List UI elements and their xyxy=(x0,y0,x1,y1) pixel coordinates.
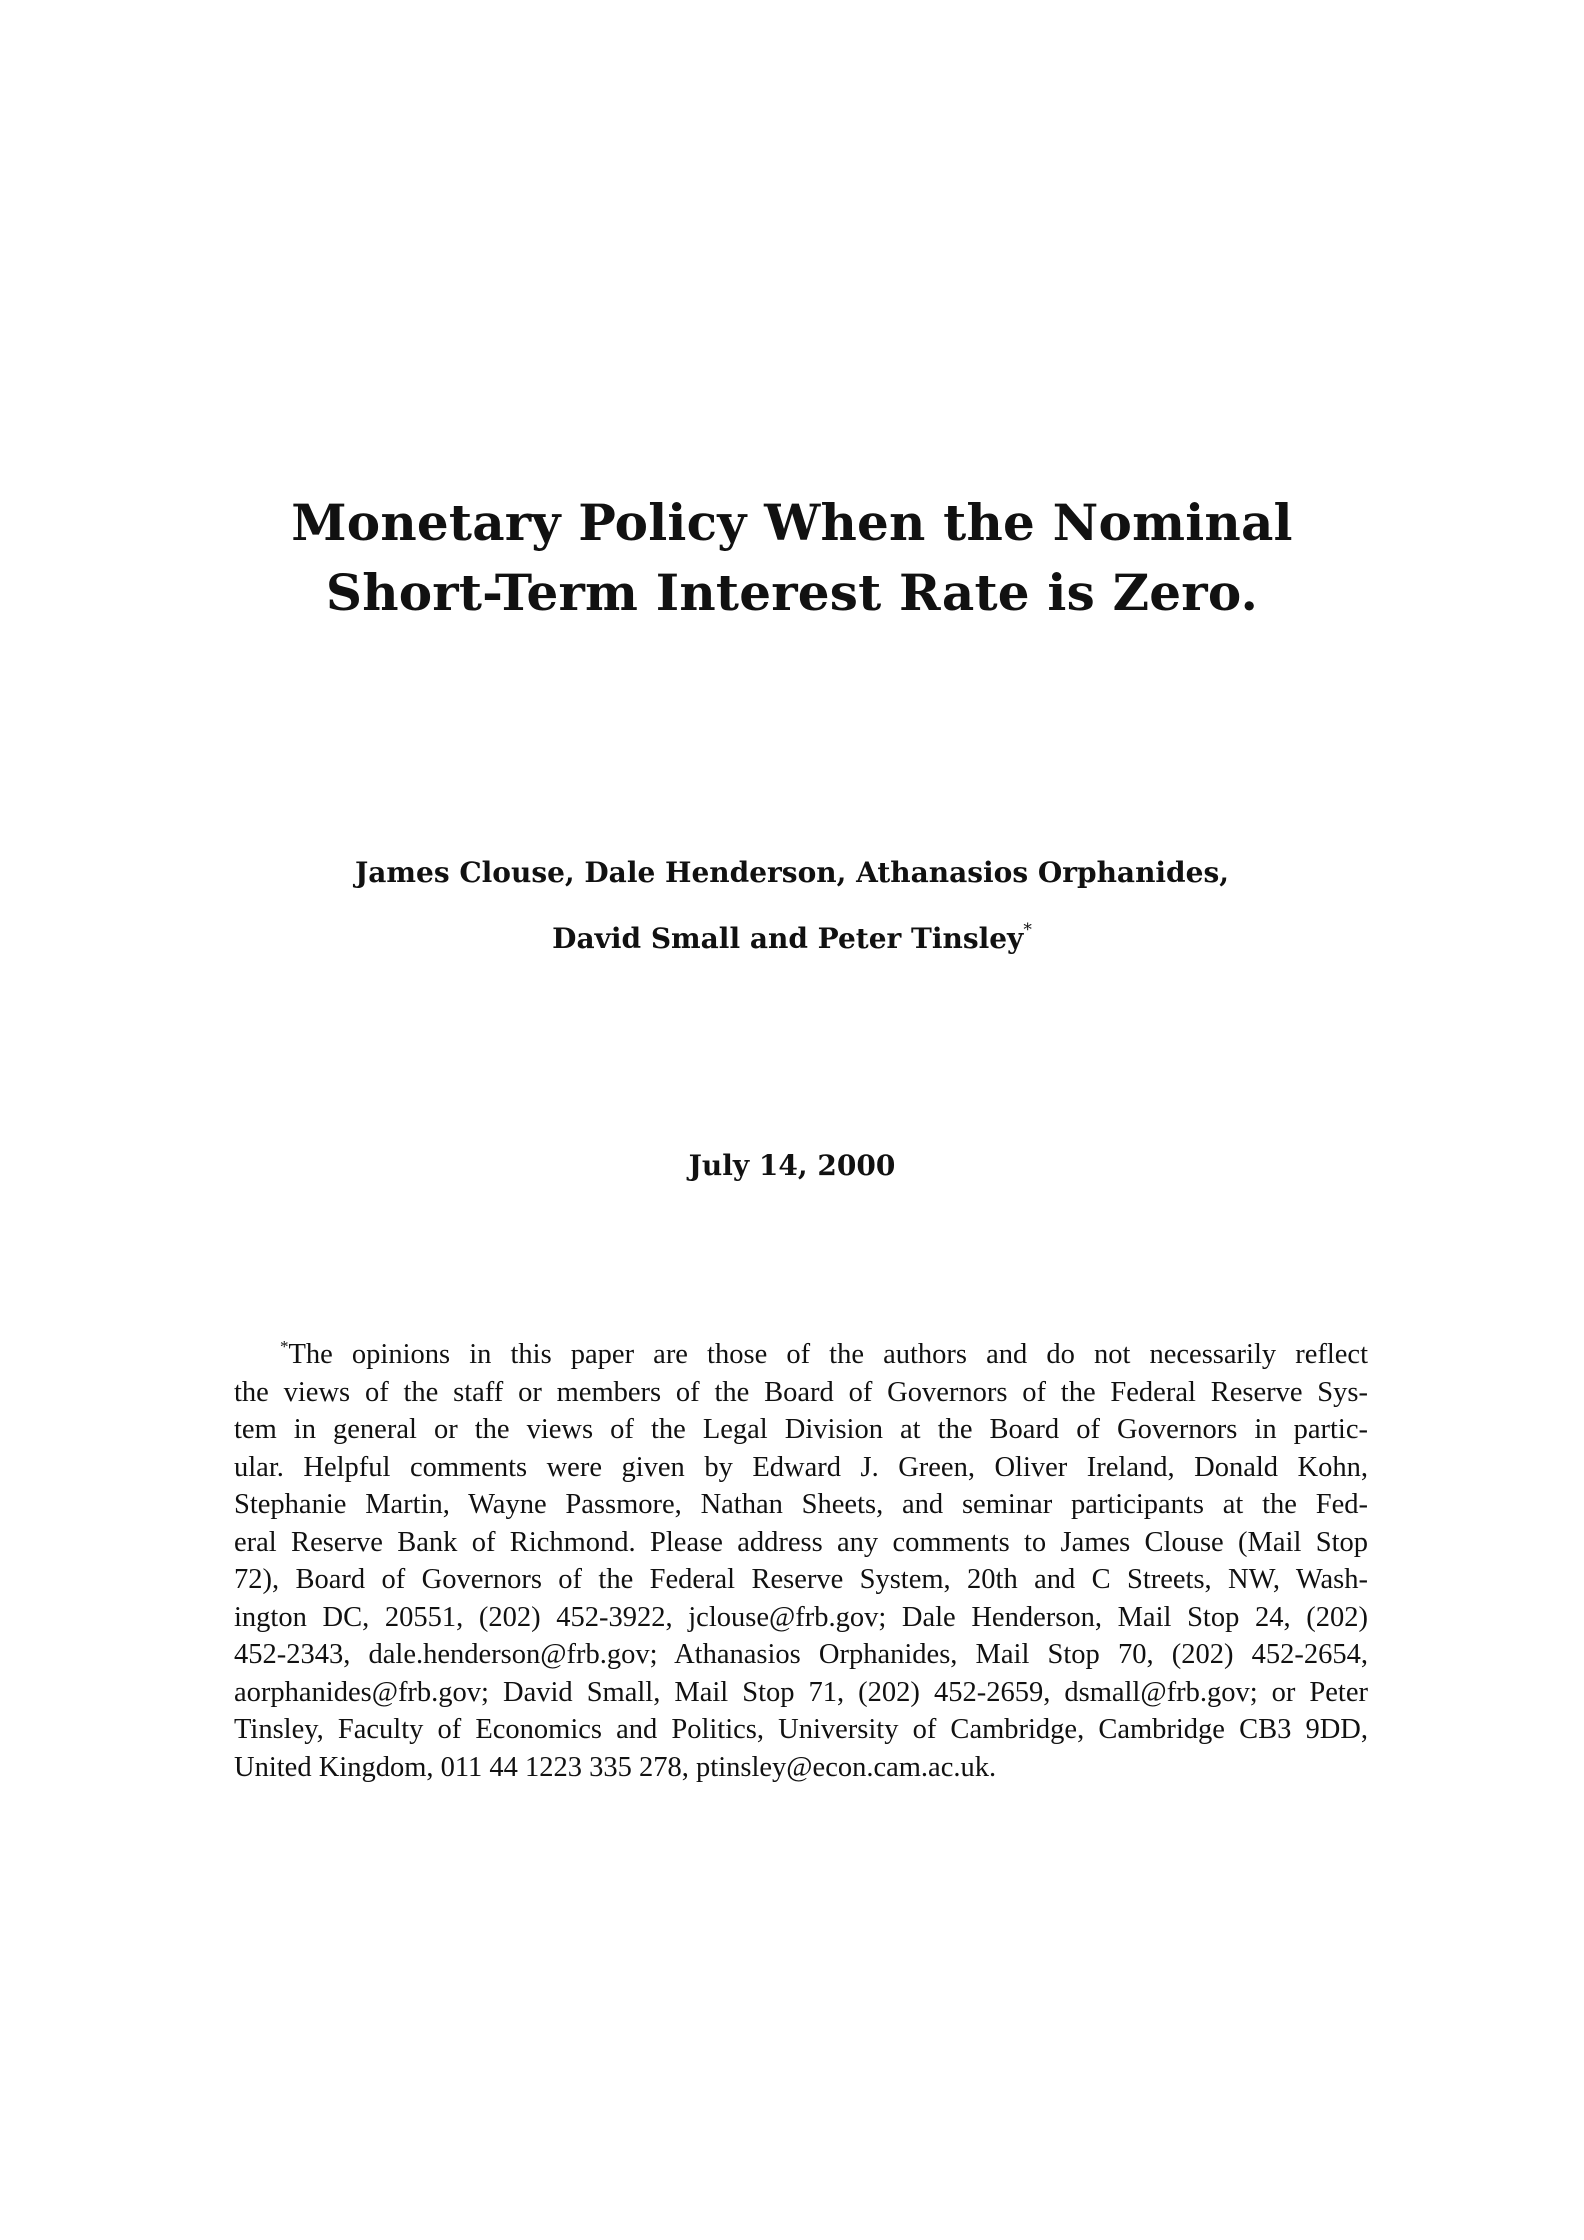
paper-title-line-1: Monetary Policy When the Nominal xyxy=(291,493,1293,552)
paper-title xyxy=(200,488,1384,628)
footnote-line-7: 72), Board of Governors of the Federal Reserve System, 20th and C Streets, NW, Wash- xyxy=(234,1564,1368,1595)
paper-date: July 14, 2000 xyxy=(688,1149,896,1182)
footnote-marker: * xyxy=(280,1337,289,1356)
author-footnote-marker: * xyxy=(1023,920,1032,940)
author-line-2: David Small and Peter Tinsley xyxy=(552,922,1024,955)
author-list xyxy=(200,840,1384,972)
footnote-line-5: Stephanie Martin, Wayne Passmore, Nathan Sheets, and seminar participants at the Fed- xyxy=(234,1489,1368,1520)
footnote-line-9: 452-2343, dale.henderson@frb.gov; Athanasios Orphanides, Mail Stop 70, (202) 452-2654, xyxy=(234,1639,1368,1670)
author-footnote xyxy=(234,1336,1368,1786)
footnote-line-3: tem in general or the views of the Legal Division at the Board of Governors in partic- xyxy=(234,1414,1368,1445)
paper-title-line-2: Short-Term Interest Rate is Zero. xyxy=(325,563,1259,622)
author-line-2-wrapper xyxy=(200,906,1384,972)
footnote-line-10: aorphanides@frb.gov; David Small, Mail Stop 71, (202) 452-2659, dsmall@frb.gov; or Peter xyxy=(234,1676,1368,1708)
author-line-1: James Clouse, Dale Henderson, Athanasios Orphanides, xyxy=(355,856,1229,889)
footnote-line-12: United Kingdom, 011 44 1223 335 278, ptinsley@econ.cam.ac.uk. xyxy=(234,1751,997,1783)
footnote-line-2: the views of the staff or members of the Board of Governors of the Federal Reserve Sys- xyxy=(234,1376,1368,1408)
footnote-line-4: ular. Helpful comments were given by Edward J. Green, Oliver Ireland, Donald Kohn, xyxy=(234,1451,1368,1483)
footnote-line-11: Tinsley, Faculty of Economics and Politics, University of Cambridge, Cambridge CB3 9DD, xyxy=(234,1714,1368,1745)
footnote-line-1: The opinions in this paper are those of the authors and do not necessarily reflect xyxy=(288,1339,1368,1370)
footnote-line-8: ington DC, 20551, (202) 452-3922, jclouse@frb.gov; Dale Henderson, Mail Stop 24, (202) xyxy=(234,1601,1368,1633)
footnote-line-6: eral Reserve Bank of Richmond. Please address any comments to James Clouse (Mail Stop xyxy=(234,1526,1368,1558)
footnote-line-1-wrapper xyxy=(234,1336,1368,1374)
